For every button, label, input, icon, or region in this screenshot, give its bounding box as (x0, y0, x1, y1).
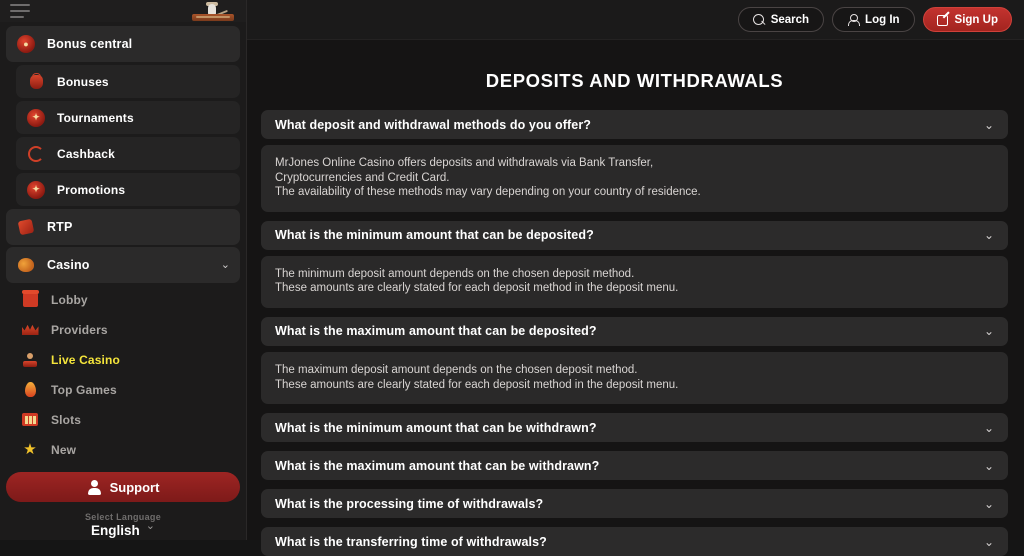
slot-machine-icon (20, 410, 40, 430)
sidebar-item-label: Promotions (57, 182, 126, 197)
faq-question-label: What is the maximum amount that can be deposited? (275, 324, 597, 339)
faq-question[interactable] (261, 110, 1008, 139)
bonus-central-icon: ● (16, 34, 36, 54)
main-content (247, 0, 1024, 549)
language-caption: Select Language (84, 512, 162, 522)
sidebar-item-new[interactable] (10, 435, 240, 464)
sidebar-item-lobby[interactable] (10, 285, 240, 314)
promotions-star-icon: ✦ (26, 180, 46, 200)
sidebar-item-label: Lobby (51, 292, 88, 307)
flame-icon (20, 380, 40, 400)
sidebar-item-tournaments[interactable] (16, 101, 240, 134)
sidebar-item-label: Bonus central (47, 37, 133, 51)
sidebar-item-rtp[interactable] (6, 209, 240, 245)
tournament-icon: ✦ (26, 108, 46, 128)
faq-question-label: What deposit and withdrawal methods do you offer? (275, 117, 592, 132)
login-button-label: Log In (865, 13, 900, 26)
casino-chips-icon (16, 255, 36, 275)
sidebar-item-label: Bonuses (57, 74, 109, 89)
sidebar-item-label: Live Casino (51, 352, 121, 367)
faq-answer (261, 256, 1008, 308)
sidebar (0, 0, 247, 540)
sidebar-item-label: Casino (47, 258, 90, 272)
sidebar-item-label: Cashback (57, 146, 115, 161)
faq-question-label: What is the minimum amount that can be deposited? (275, 228, 594, 243)
top-bar (247, 0, 1024, 40)
faq-answer-line: MrJones Online Casino offers deposits and withdrawals via Bank Transfer, (275, 157, 654, 169)
faq-answer-line: These amounts are clearly stated for each deposit method in the deposit menu. (275, 378, 679, 391)
chevron-down-icon[interactable]: ⌄ (983, 228, 994, 243)
pencil-icon (937, 14, 949, 26)
language-value: English (91, 523, 140, 538)
chevron-down-icon[interactable]: ⌄ (983, 534, 994, 549)
sidebar-item-slots[interactable] (10, 405, 240, 434)
signup-button-label: Sign Up (954, 13, 998, 26)
dice-icon (16, 217, 36, 237)
page-title: DEPOSITS AND WITHDRAWALS (485, 70, 784, 91)
sidebar-item-label: RTP (47, 220, 73, 234)
language-value-row[interactable] (0, 520, 246, 538)
crown-icon (20, 320, 40, 340)
support-agent-icon (87, 480, 102, 495)
chevron-down-icon[interactable]: ⌄ (983, 324, 994, 339)
faq-answer-line: These amounts are clearly stated for each deposit method in the deposit menu. (275, 282, 679, 295)
site-logo[interactable] (192, 0, 234, 22)
faq-question[interactable] (261, 527, 1008, 556)
faq-question-label: What is the processing time of withdrawals? (275, 496, 544, 511)
sidebar-nav (0, 22, 246, 544)
faq-question[interactable] (261, 413, 1008, 442)
faq-answer (261, 145, 1008, 212)
chevron-down-icon[interactable]: ⌄ (145, 520, 155, 532)
login-button[interactable] (832, 7, 915, 32)
faq-question[interactable] (261, 451, 1008, 480)
sidebar-item-label: Slots (51, 412, 82, 427)
sidebar-item-top-games[interactable] (10, 375, 240, 404)
support-button[interactable] (6, 472, 240, 502)
bank-icon (20, 290, 40, 310)
star-icon: ★ (23, 441, 37, 458)
support-button-label: Support (109, 479, 160, 495)
chevron-down-icon[interactable]: ⌄ (983, 496, 994, 511)
signup-button[interactable] (923, 7, 1012, 32)
search-icon (753, 14, 765, 26)
cashback-icon (26, 144, 46, 164)
logo-plank (192, 14, 234, 21)
sidebar-item-bonus-central[interactable] (6, 26, 240, 62)
chevron-down-icon[interactable]: ⌄ (220, 258, 230, 271)
language-selector[interactable] (0, 512, 246, 544)
faq-question-label: What is the transferring time of withdrawals? (275, 534, 547, 549)
faq-answer-line: The minimum deposit amount depends on the chosen deposit method. (275, 267, 635, 280)
faq-question[interactable] (261, 317, 1008, 346)
sidebar-item-casino[interactable] (6, 247, 240, 283)
sidebar-header (0, 0, 246, 22)
sidebar-item-providers[interactable] (10, 315, 240, 344)
sidebar-item-promotions[interactable] (16, 173, 240, 206)
search-button[interactable] (738, 7, 824, 32)
sidebar-item-cashback[interactable] (16, 137, 240, 170)
sidebar-item-label: Top Games (51, 382, 117, 397)
faq-answer-line: Cryptocurrencies and Credit Card. (275, 171, 450, 184)
faq-answer-line: The availability of these methods may vary depending on your country of residence. (275, 186, 701, 199)
sidebar-item-live-casino[interactable] (10, 345, 240, 374)
faq-page (247, 40, 1024, 549)
sidebar-item-label: Providers (51, 322, 108, 337)
user-icon (847, 14, 859, 26)
faq-question-label: What is the maximum amount that can be withdrawn? (275, 458, 600, 473)
sidebar-item-label: Tournaments (57, 110, 134, 125)
faq-answer (261, 352, 1008, 404)
live-dealer-icon (20, 350, 40, 370)
sidebar-item-label: New (51, 442, 77, 457)
search-button-label: Search (770, 13, 810, 26)
chevron-down-icon[interactable]: ⌄ (983, 420, 994, 435)
money-bag-icon (26, 72, 46, 92)
faq-question-label: What is the minimum amount that can be withdrawn? (275, 420, 597, 435)
faq-question[interactable] (261, 221, 1008, 250)
faq-accordion (261, 110, 1008, 556)
sidebar-item-bonuses[interactable] (16, 65, 240, 98)
hamburger-icon[interactable] (10, 4, 30, 18)
chevron-down-icon[interactable]: ⌄ (983, 117, 994, 132)
faq-question[interactable] (261, 489, 1008, 518)
chevron-down-icon[interactable]: ⌄ (983, 458, 994, 473)
faq-answer-line: The maximum deposit amount depends on the chosen deposit method. (275, 363, 638, 376)
